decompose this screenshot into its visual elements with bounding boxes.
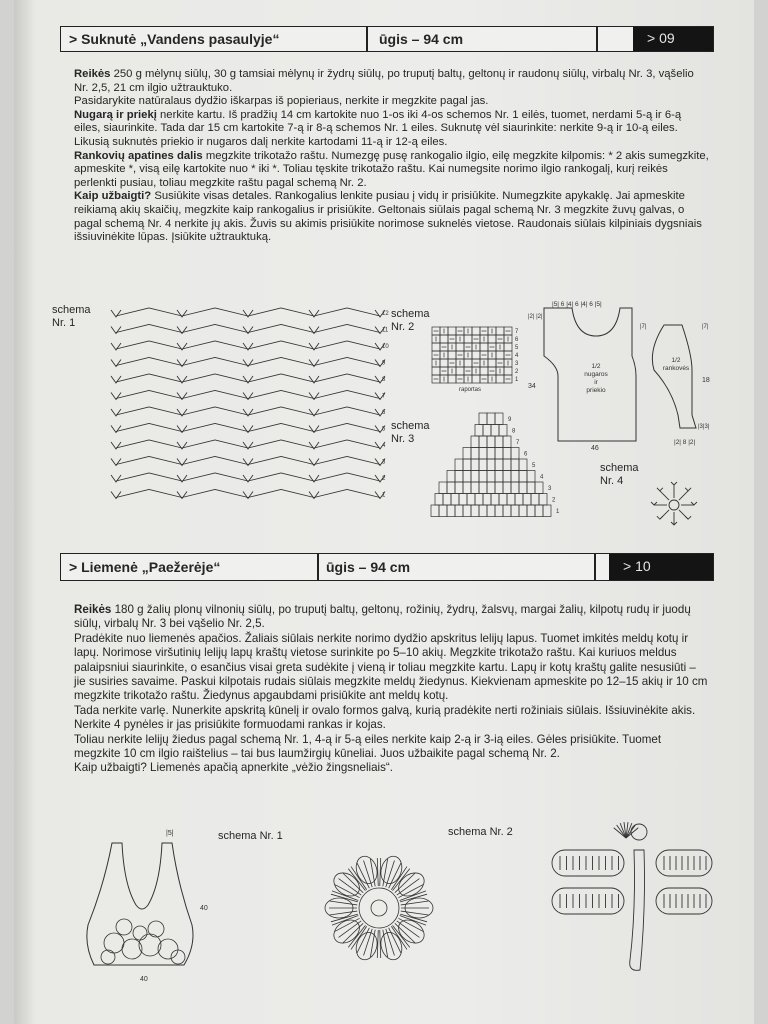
grid-cell (479, 413, 487, 425)
paragraph (74, 761, 710, 775)
grid-cell (479, 482, 487, 494)
section1-header (60, 26, 714, 52)
petal-tip (685, 488, 691, 491)
chevron-row (116, 407, 380, 415)
grid-cell (495, 471, 503, 483)
grid-cell (472, 375, 480, 383)
grid-cell (479, 459, 487, 471)
chevron-row (116, 440, 380, 448)
grid-cell (511, 482, 519, 494)
row-number: 6 (382, 410, 386, 416)
sleeve-bottom: |2| 8 |2| (674, 439, 696, 446)
grid-cell (463, 448, 471, 460)
grid-cell (447, 482, 455, 494)
pattern-sleeve-outline (634, 310, 724, 450)
petal-tip (671, 482, 677, 485)
schema1-chevron-chart (104, 296, 394, 521)
paragraph (74, 68, 710, 95)
grid-cell (543, 505, 551, 517)
paragraph-lead: Reikės (74, 68, 111, 80)
body-side-right: |7| (640, 324, 647, 330)
petal-tip (657, 488, 663, 491)
body-label: 1/2 nugaros ir priekio (584, 363, 608, 394)
grid-cell (456, 367, 464, 375)
paragraph-text: Pasidarykite natūralaus dydžio iškarpas iš popieriaus, nerkite ir megzkite pagal jas. (74, 95, 489, 108)
paragraph (74, 150, 710, 191)
schema2-label: schema Nr. 2 (391, 308, 430, 333)
chevron-row (116, 473, 380, 481)
row-number: 3 (515, 361, 519, 367)
schema4-label: schema Nr. 4 (600, 462, 639, 487)
grid-cell (472, 351, 480, 359)
row-number: 7 (515, 329, 519, 335)
stitch-line (401, 901, 429, 905)
row-number: 9 (382, 360, 386, 367)
stitch-line (380, 930, 381, 958)
stitch-line (380, 858, 381, 886)
row-number: 4 (540, 474, 544, 481)
grid-cell (523, 494, 531, 506)
dragonfly-schema (534, 810, 714, 980)
row-number: 4 (382, 443, 386, 449)
row-number: 8 (382, 377, 386, 383)
stitch-line (395, 923, 415, 942)
body-side-left: 34 (528, 383, 536, 390)
paragraph-text: 250 g mėlynų siūlų, 30 g tamsiai mėlynų ir žydrų siūlų, po truputį baltų, geltonų ir raudonų siūlų, virbalų Nr. 3, vąšelio Nr. 2,5, 21 cm ilgio užtrauktuko. (74, 68, 694, 94)
center-ring (371, 900, 387, 916)
section2-schema1-label: schema Nr. 1 (218, 830, 283, 842)
row-number: 1 (556, 509, 560, 515)
chevron-row (116, 374, 380, 382)
stitch-line (329, 911, 357, 915)
row-number: 5 (382, 426, 386, 433)
grid-cell (483, 494, 491, 506)
body-bottom: 46 (591, 445, 599, 452)
grid-cell (499, 494, 507, 506)
grid-cell (503, 448, 511, 460)
row-number: 1 (515, 377, 519, 383)
grid-cell (503, 436, 511, 448)
grid-cell (527, 471, 535, 483)
row-number: 2 (552, 497, 556, 504)
petal-tip (651, 502, 657, 505)
lily-pad (148, 921, 164, 937)
grid-cell (448, 351, 456, 359)
grid-cell (432, 367, 440, 375)
stitch-line (329, 901, 357, 905)
paragraph-lead: Nugarą ir priekį (74, 108, 157, 121)
grid-cell (471, 482, 479, 494)
sleeve-side-right: 18 (702, 377, 710, 384)
grid-cell (487, 471, 495, 483)
grid-cell (440, 335, 448, 343)
paragraph (74, 95, 710, 109)
grid-cell (464, 335, 472, 343)
grid-cell (480, 367, 488, 375)
grid-cell (479, 448, 487, 460)
section2-page-number: > 10 (609, 554, 713, 580)
lily-pad (122, 939, 142, 959)
schema2-grid (427, 325, 527, 395)
paragraph-lead: Reikės (74, 603, 112, 616)
stitch-line (377, 858, 378, 886)
section1-instructions (74, 68, 710, 245)
grid-cell (495, 448, 503, 460)
schema4-flower (644, 475, 704, 535)
chevron-row (116, 325, 380, 333)
petal-tip (685, 516, 691, 519)
grid-cell (471, 448, 479, 460)
sleeve-side-bottom: |3|3| (698, 424, 710, 430)
paragraph-text: Pradėkite nuo liemenės apačios. Žaliais siūlais nerkite norimo dydžio apskritus lelijų lapus. Tuomet imkitės meldų kotų ir lapų. Norimose viršutinių lelijų lapų kraštų vietose surinkite po 5–10 akių. Megzkite trikotažo raštu. Kai kuriuos meldus palaipsniui siaurinkite, o esančius visai greta sudėkite į vieną ir toliau megzkite kartu. Lapų ir kotų kraštų galite nesusiūti – jie susiries savaime. Paskui kilpotais rudais siūlais megzkite meldų žiedynus. Kiekvienam apmeskite po 12–15 akių ir 10 cm megzkite trikotažo raštu. Žiedynus apgaubdami prisiūkite ant meldų kotų. (74, 631, 708, 703)
grid-cell (503, 505, 511, 517)
grid-cell (535, 505, 543, 517)
row-number: 7 (516, 440, 520, 446)
wing-left (552, 850, 624, 876)
grid-cell (447, 471, 455, 483)
grid-cell (495, 482, 503, 494)
grid-cell (487, 413, 495, 425)
stitch-line (395, 873, 415, 892)
section2-instructions (74, 603, 710, 776)
body-top-marks: |5| 6 |4| 6 |4| 6 |5| (552, 301, 602, 308)
grid-cell (463, 505, 471, 517)
schema3-label: schema Nr. 3 (391, 420, 430, 445)
stitch-line (343, 873, 363, 892)
grid-cell (495, 413, 503, 425)
grid-cell (495, 505, 503, 517)
grid-cell (480, 343, 488, 351)
grid-cell (504, 367, 512, 375)
grid-cell (432, 343, 440, 351)
center-ring (669, 500, 679, 510)
section2-size: ūgis – 94 cm (326, 559, 411, 575)
row-number: 4 (515, 353, 519, 359)
paragraph (74, 704, 710, 733)
grid-cell (448, 375, 456, 383)
grid-cell (439, 482, 447, 494)
wing-left (552, 888, 624, 914)
grid-cell (440, 359, 448, 367)
petal-tip (691, 502, 697, 505)
section1-size: ūgis – 94 cm (379, 31, 464, 47)
paragraph-text: 180 g žalių plonų vilnonių siūlų, po truputį baltų, geltonų, rožinių, žydrų, žalsvų, margai žalių, kilpotų rudų ir juodų siūlų, virbalų Nr. 3 bei vąšelio Nr. 2,5. (74, 603, 691, 631)
petal-tip (657, 516, 663, 519)
grid-cell (472, 327, 480, 335)
grid-cell (435, 494, 443, 506)
schema2-caption: raportas (459, 387, 482, 393)
row-number: 2 (515, 369, 519, 375)
grid-cell (527, 482, 535, 494)
header-divider (596, 27, 598, 51)
paragraph-text: Toliau nerkite lelijų žiedus pagal schemą Nr. 1, 4-ą ir 5-ą eiles nerkite kaip 2-ą ir 3-ią eiles. Gėles prisiūkite. Tuomet megzkite 10 cm ilgio raištelius – tai bus laumžirgių kūneliai. Juos užbaikite pagal schemą Nr. 2. (74, 732, 662, 761)
grid-cell (503, 482, 511, 494)
grid-cell (496, 351, 504, 359)
grid-cell (527, 505, 535, 517)
body-side-left-top: |2| |2| (528, 314, 543, 320)
grid-cell (515, 494, 523, 506)
schema1-label: schema Nr. 1 (52, 304, 91, 329)
grid-cell (467, 494, 475, 506)
grid-cell (503, 459, 511, 471)
grid-cell (479, 471, 487, 483)
grid-cell (511, 505, 519, 517)
chevron-row (116, 490, 380, 498)
paragraph-lead: Kaip užbaigti? (74, 190, 152, 203)
lily-pad (171, 950, 185, 964)
grid-cell (431, 505, 439, 517)
grid-cell (487, 482, 495, 494)
row-number: 7 (382, 393, 386, 400)
grid-cell (471, 505, 479, 517)
sleeve-label: 1/2 rankovės (662, 357, 690, 372)
section2-schema2-label: schema Nr. 2 (448, 826, 513, 838)
row-number: 11 (382, 327, 389, 334)
grid-cell (447, 505, 455, 517)
grid-cell (487, 448, 495, 460)
grid-cell (479, 436, 487, 448)
stitch-line (377, 930, 378, 958)
grid-cell (471, 436, 479, 448)
grid-cell (475, 425, 483, 437)
lily-flower-schema (314, 838, 444, 978)
row-number: 5 (532, 463, 536, 469)
paragraph (74, 109, 710, 150)
section1-page-number: > 09 (633, 27, 713, 51)
chevron-row (116, 341, 380, 349)
row-number: 3 (382, 459, 386, 466)
row-number: 1 (382, 492, 386, 499)
lily-pad (158, 939, 178, 959)
inner-round (359, 888, 399, 928)
grid-cell (488, 359, 496, 367)
grid-cell (511, 448, 519, 460)
vest-top: |5| (166, 830, 174, 837)
chevron-row (116, 358, 380, 366)
grid-cell (507, 494, 515, 506)
row-number: 10 (382, 344, 389, 350)
paragraph-text: nerkite kartu. Iš pradžių 14 cm kartokite nuo 1-os iki 4-os schemos Nr. 1 eilės, tuomet, nerdami 5-ą ir 6-ą eiles, siaurinkite. Tada dar 15 cm kartokite 7-ą ir 8-ą schemos Nr. 1 eiles. Suknutę vėl siaurinkite: nerkite 9-ą ir 10-ą eiles. Likusią suknutės priekio ir nugaros dalį nerkite kartodami 11-ą ir 12-ą eiles. (74, 108, 682, 148)
grid-cell (463, 471, 471, 483)
grid-cell (519, 505, 527, 517)
chevron-row (116, 308, 380, 316)
grid-cell (456, 343, 464, 351)
grid-cell (455, 505, 463, 517)
page-sheet (14, 0, 754, 1024)
grid-cell (491, 425, 499, 437)
grid-cell (471, 459, 479, 471)
paragraph (74, 190, 710, 244)
grid-cell (455, 459, 463, 471)
petal-stitch (679, 491, 688, 500)
lily-pad (133, 926, 147, 940)
row-number: 5 (515, 345, 519, 351)
paragraph-lead: Rankovių apatines dalis (74, 149, 203, 162)
sleeve-side-right-top: |7| (702, 324, 709, 330)
grid-cell (535, 482, 543, 494)
lily-pad (116, 919, 132, 935)
row-number: 6 (524, 451, 528, 458)
vest-side: 40 (200, 905, 208, 912)
grid-cell (519, 459, 527, 471)
chevron-row (116, 457, 380, 465)
chevron-row (116, 424, 380, 432)
grid-cell (451, 494, 459, 506)
header-divider (366, 27, 368, 51)
grid-cell (496, 327, 504, 335)
grid-cell (464, 359, 472, 367)
row-number: 8 (512, 428, 516, 435)
stitch-line (343, 923, 363, 942)
vest-bottom: 40 (140, 976, 148, 983)
grid-cell (499, 425, 507, 437)
grid-cell (483, 425, 491, 437)
row-number: 9 (508, 417, 512, 423)
lily-pad (101, 950, 115, 964)
grid-cell (487, 436, 495, 448)
stitch-line (401, 911, 429, 915)
grid-cell (504, 343, 512, 351)
grid-cell (443, 494, 451, 506)
section1-title: > Suknutė „Vandens pasaulyje“ (69, 31, 280, 47)
grid-cell (439, 505, 447, 517)
grid-cell (496, 375, 504, 383)
paragraph-text: Tada nerkite varlę. Nunerkite apskritą kūnelį ir ovalo formos galvą, kurią pradėkite nerti rožiniais siūlais. Išsiuvinėkite akis. Nerkite 4 pynėles ir jas prisiūkite formuodami rankas ir kojas. (74, 703, 696, 732)
paragraph-text: Susiūkite visas detales. Rankogalius lenkite pusiau į vidų ir prisiūkite. Numegzkite apykaklę. Jai apmeskite reikiamą akių skaičių, megzkite kaip rankogalius ir prisiūkite. Geltonais siūlais pagal schemą Nr. 3 megzkite žuvų galvas, o pagal schemą Nr. 4 nerkite jų akis. Žuvis su akimis prisiūkite norimose suknelės vietose. Raudonais siūlais kilpiniais dygsniais išsiuvinėkite lūpas. Įsiūkite užtrauktuką. (74, 190, 702, 244)
grid-cell (448, 327, 456, 335)
petal-stitch (660, 491, 669, 500)
paragraph-text: megzkite trikotažo raštu. Numezgę pusę rankogalio ilgio, eilę megzkite kilpomis: * 2 akis sumegzkite, apmeskite *, visą eilę kartokite nuo * iki *. Toliau tęskite trikotažo raštu. Kai numegsite norimo ilgio rankogalį, kurį reikės perlenkti pusiau, toliau megzkite raštu pagal schemą Nr. 2. (74, 149, 709, 189)
grid-cell (539, 494, 547, 506)
chevron-row (116, 391, 380, 399)
grid-cell (463, 482, 471, 494)
lily-pad (139, 934, 161, 956)
grid-cell (487, 459, 495, 471)
header-divider (317, 554, 319, 580)
grid-cell (511, 459, 519, 471)
grid-cell (487, 505, 495, 517)
dragonfly-body (630, 850, 645, 970)
grid-cell (531, 494, 539, 506)
paragraph (74, 603, 710, 632)
row-number: 3 (548, 486, 552, 492)
paragraph (74, 733, 710, 762)
section2-title: > Liemenė „Paežerėje“ (69, 559, 221, 575)
grid-cell (463, 459, 471, 471)
grid-cell (495, 436, 503, 448)
grid-cell (503, 471, 511, 483)
row-number: 6 (515, 337, 519, 343)
grid-cell (488, 335, 496, 343)
paragraph-text: Kaip užbaigti? Liemenės apačią apnerkite „vėžio žingsneliais“. (74, 761, 394, 775)
grid-cell (491, 494, 499, 506)
row-number: 12 (382, 311, 389, 317)
pattern-body-outline (524, 296, 649, 456)
grid-cell (511, 471, 519, 483)
grid-cell (519, 471, 527, 483)
header-divider (594, 554, 596, 580)
grid-cell (455, 482, 463, 494)
grid-cell (475, 494, 483, 506)
grid-cell (459, 494, 467, 506)
grid-cell (495, 459, 503, 471)
grid-cell (479, 505, 487, 517)
row-number: 2 (382, 476, 386, 482)
grid-cell (455, 471, 463, 483)
section2-header (60, 553, 714, 581)
grid-cell (471, 471, 479, 483)
grid-cell (519, 482, 527, 494)
vest-outline (74, 825, 214, 985)
paragraph (74, 632, 710, 704)
